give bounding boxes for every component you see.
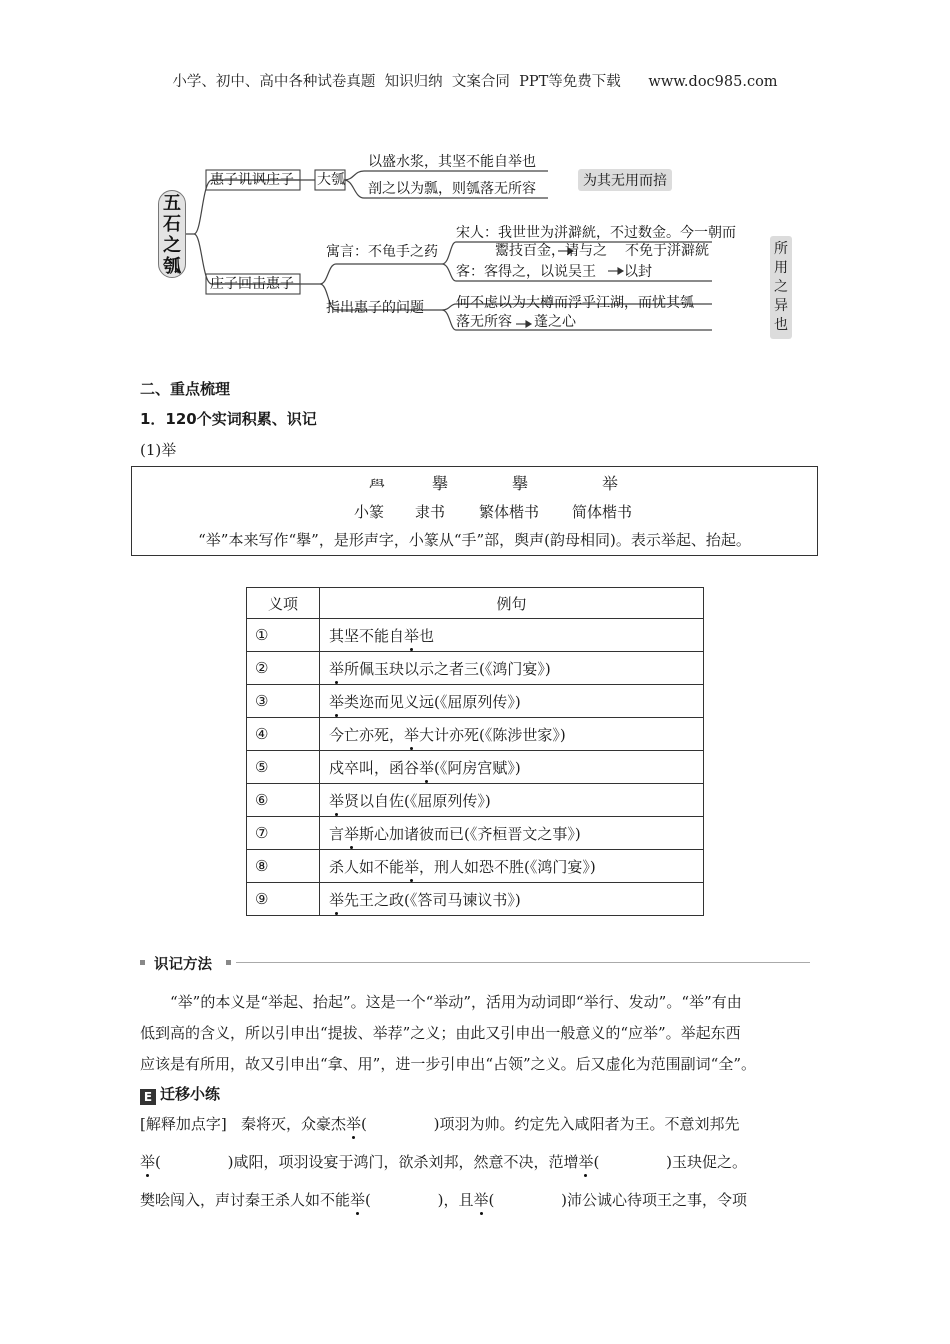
script-name: 繁体楷书: [479, 503, 540, 521]
dotted-key: 举: [473, 1191, 489, 1209]
dotted-key: 举: [346, 1115, 362, 1133]
leaf-text: 鬻技百金，请与之: [495, 243, 607, 259]
example-sentence: [320, 619, 704, 652]
meaning-table: [246, 587, 704, 916]
tag-different-use: [770, 236, 792, 339]
sentence-post: 类迩而见义远(《屈原列传》): [344, 692, 521, 711]
exercise-text: 樊哙闯入，声讨秦王杀人如不能: [140, 1191, 351, 1209]
para-line: 应该是有所用，故又引申出“拿、用”，进一步引申出“占领”之义。后又虚化为范围副词“全”。: [140, 1055, 757, 1073]
row-number: ⑦: [247, 817, 320, 850]
exercise-text: ( )，且: [365, 1191, 474, 1209]
dotted-key: 举: [140, 1153, 156, 1171]
dotted-key: 举: [404, 626, 420, 645]
branch-zhuangzi: 庄子回击惠子: [210, 276, 294, 292]
tag-char: 异: [774, 298, 788, 314]
example-sentence: [320, 784, 704, 817]
leaf-text: 以盛水浆，其坚不能自举也: [368, 154, 536, 170]
sentence-post: 也: [419, 626, 435, 645]
tag-char: 也: [774, 317, 788, 333]
para-line: 低到高的含义，所以引申出“提拔、举荐”之义；由此又引申出一般意义的“应举”。举起东西: [140, 1024, 741, 1042]
tag-char: 所: [774, 241, 788, 257]
script-name: 隶书: [415, 503, 446, 521]
table-row: [247, 652, 704, 685]
leaf-text: 不免于洴澼絖: [625, 243, 709, 259]
mind-map-root: [158, 190, 186, 278]
row-number: ⑧: [247, 850, 320, 883]
glyph-traditional: 擧: [512, 474, 529, 493]
exercise-text: ( )项羽为帅。约定先入咸阳者为王。不意刘邦先: [361, 1115, 740, 1133]
glyph-clerical: 擧: [432, 474, 449, 493]
exercise-body: [140, 1113, 830, 1223]
root-char: 五: [163, 193, 181, 214]
item-title: (1)举: [140, 441, 177, 459]
node-fable: 寓言：不龟手之药: [326, 244, 438, 260]
dotted-key: 举: [329, 890, 345, 909]
row-number: ⑥: [247, 784, 320, 817]
row-number: ⑤: [247, 751, 320, 784]
node-problem: 指出惠子的问题: [326, 300, 424, 316]
glyph-seal: 𦥯: [369, 474, 386, 493]
exercise-line: [140, 1151, 747, 1172]
table-row: [247, 784, 704, 817]
root-char: 石: [163, 214, 181, 235]
sentence-pre: 言: [329, 824, 345, 843]
table-row: [247, 817, 704, 850]
sentence-post: ，刑人如恐不胜(《鸿门宴》): [419, 857, 596, 876]
script-name: 小篆: [354, 503, 385, 521]
sentence-post: 大计亦死(《陈涉世家》): [419, 725, 566, 744]
row-number: ④: [247, 718, 320, 751]
leaf-text: 蓬之心: [534, 314, 576, 330]
sentence-pre: 戍卒叫，函谷: [329, 758, 420, 777]
example-sentence: [320, 883, 704, 916]
table-row: [247, 718, 704, 751]
leaf-text: 剖之以为瓢，则瓠落无所容: [368, 181, 536, 197]
exercise-text: [解释加点字] 秦将灭，众豪杰: [140, 1115, 347, 1133]
method-bar: [140, 953, 810, 973]
sentence-post: 先王之政(《答司马谏议书》): [344, 890, 521, 909]
root-char: 瓠: [163, 256, 181, 277]
example-sentence: [320, 718, 704, 751]
branch-huizi: 惠子讥讽庄子: [210, 172, 294, 188]
example-sentence: [320, 817, 704, 850]
table-row: [247, 751, 704, 784]
script-name: 简体楷书: [572, 503, 633, 521]
tag-char: 用: [774, 260, 788, 276]
exercise-line: [140, 1189, 747, 1210]
row-number: ②: [247, 652, 320, 685]
leaf-text: 宋人：我世世为洴澼絖，不过数金。今一朝而: [456, 225, 736, 241]
table-row: [247, 883, 704, 916]
divider: [236, 962, 810, 963]
example-sentence: [320, 685, 704, 718]
tag-char: 之: [774, 279, 788, 295]
table-header-row: [247, 588, 704, 619]
header-example: 例句: [320, 588, 704, 619]
example-sentence: [320, 652, 704, 685]
exercise-icon: E: [140, 1089, 156, 1105]
exercise-text: ( )沛公诚心待项王之事，令项: [488, 1191, 747, 1209]
evolution-description: “举”本来写作“擧”，是形声字，小篆从“手”部，舆声(韵母相同)。表示举起、抬起。: [198, 531, 751, 549]
table-row: [247, 619, 704, 652]
leaf-text: 以封: [624, 264, 652, 280]
dotted-key: 举: [350, 1191, 366, 1209]
glyph-simplified: 举: [602, 474, 619, 493]
row-number: ⑨: [247, 883, 320, 916]
character-evolution-box: [131, 466, 818, 556]
table-row: [247, 685, 704, 718]
method-paragraph: [140, 987, 820, 1080]
header-meaning: 义项: [247, 588, 320, 619]
example-sentence: [320, 850, 704, 883]
dotted-key: 举: [419, 758, 435, 777]
dotted-key: 举: [404, 725, 420, 744]
dotted-key: 举: [329, 659, 345, 678]
bullet-square: [140, 960, 145, 965]
dotted-key: 举: [404, 857, 420, 876]
root-char: 之: [163, 235, 181, 256]
dotted-key: 举: [329, 791, 345, 810]
table-row: [247, 850, 704, 883]
section-heading: 二、重点梳理: [140, 380, 231, 398]
exercise-title: [140, 1083, 220, 1105]
dotted-key: 举: [329, 692, 345, 711]
tag-useless: 为其无用而掊: [578, 169, 672, 191]
sentence-post: 斯心加诸彼而已(《齐桓晋文之事》): [359, 824, 581, 843]
method-label: 识记方法: [154, 957, 212, 973]
sentence-pre: 今亡亦死，: [329, 725, 405, 744]
sentence-pre: 其坚不能自: [329, 626, 405, 645]
sentence-pre: 杀人如不能: [329, 857, 405, 876]
row-number: ③: [247, 685, 320, 718]
section-subheading: 1．120个实词积累、识记: [140, 410, 317, 428]
leaf-text: 何不虑以为大樽而浮乎江湖，而忧其瓠: [456, 295, 694, 311]
leaf-text: 落无所容: [456, 314, 512, 330]
para-line: “举”的本义是“举起、抬起”。这是一个“举动”，活用为动词即“举行、发动”。“举”有由: [170, 993, 742, 1011]
node-dahu: 大瓠: [317, 172, 345, 188]
sentence-post: 贤以自佐(《屈原列传》): [344, 791, 491, 810]
dotted-key: 举: [344, 824, 360, 843]
bullet-square: [226, 960, 231, 965]
exercise-text: ( )咸阳，项羽设宴于鸿门，欲杀刘邦，然意不决，范增: [155, 1153, 579, 1171]
exercise-text: ( )玉玦促之。: [593, 1153, 747, 1171]
page-header: 小学、初中、高中各种试卷真题 知识归纳 文案合同 PPT等免费下载 www.doc985.com: [172, 74, 778, 90]
row-number: ①: [247, 619, 320, 652]
mind-map: [150, 150, 810, 350]
sentence-post: 所佩玉玦以示之者三(《鸿门宴》): [344, 659, 551, 678]
exercise-title-text: 迁移小练: [160, 1085, 221, 1103]
dotted-key: 举: [578, 1153, 594, 1171]
example-sentence: [320, 751, 704, 784]
leaf-text: 客：客得之，以说吴王: [456, 264, 596, 280]
sentence-post: (《阿房宫赋》): [434, 758, 521, 777]
exercise-line: [140, 1113, 740, 1134]
